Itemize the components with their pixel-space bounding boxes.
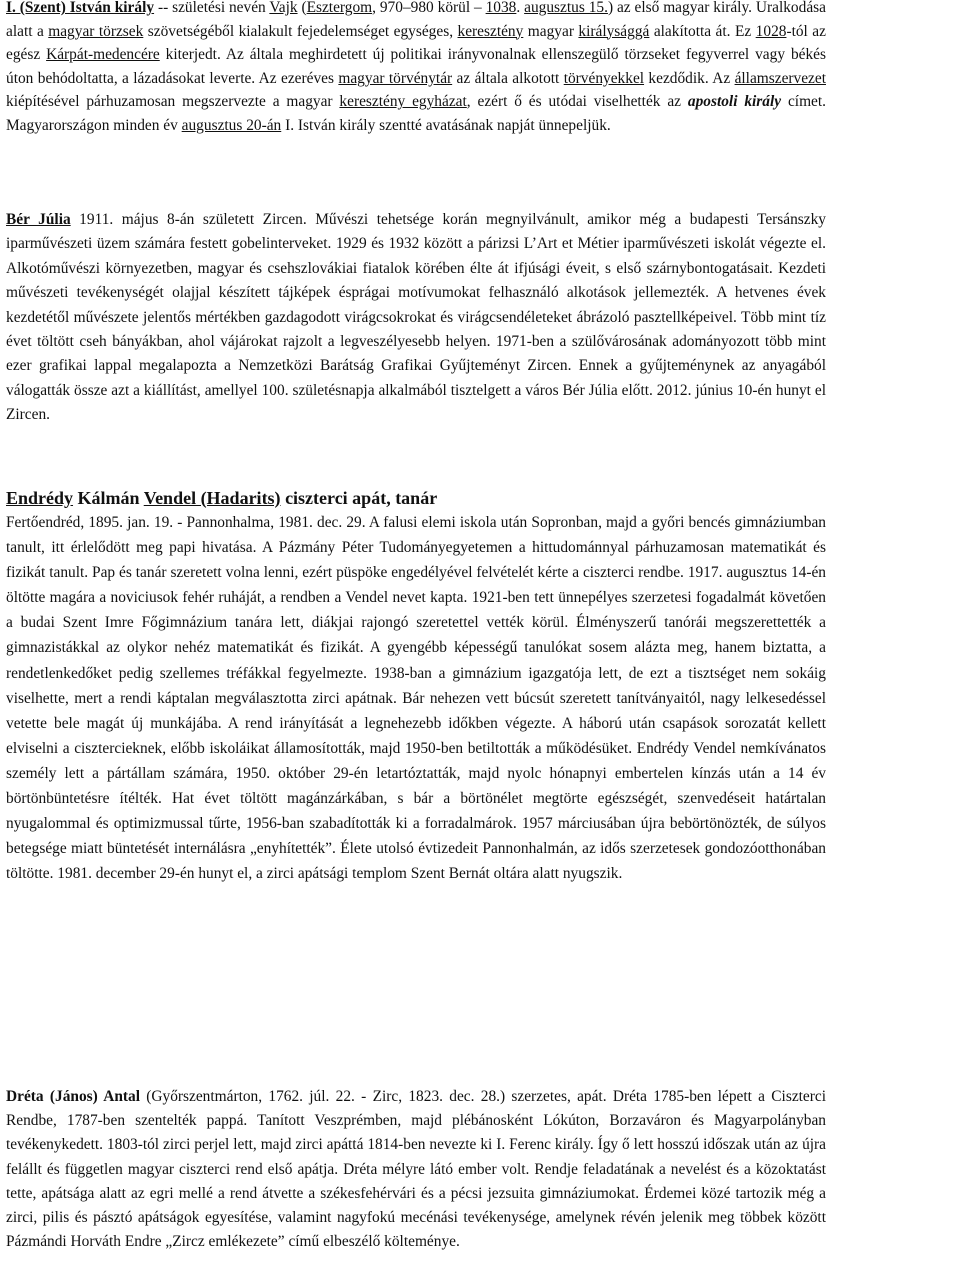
title-run: Kálmán xyxy=(73,488,144,508)
link-augusztus-20[interactable]: augusztus 20-án xyxy=(181,116,282,134)
apostoli-kiraly-italic: apostoli király xyxy=(687,93,782,111)
entry-body-endredy: Fertőendréd, 1895. jan. 19. - Pannonhalma, 1981. dec. 29. A falusi elemi iskola után Sopronban, majd a győri bencés gimnáziumban tanult, itt érlelődött meg papi hivatása. A Pázmány Péter Tudományegyetemen a hittudománnyal párhuzamosan matematikát és fizikát tanult. Pap és tanár szeretett volna lenni, ezért püspöke engedélyével felvételét kérte a ciszterci rendbe. 1917. augusztus 14-én öltötte magára a noviciusok fehér ruháját, a rendben a Vendel nevet kapta. 1921-ben tett ünnepélyes szerzetesi fogadalmát követően a budai Szent Imre Főgimnázium tanára lett, diákjai rajongó szeretettel vették körül. Élményszerű tanórái megszerettették a gimnazistákkal az olykor nehéz matematikát és fizikát. A gyengébb képességű tanulókat sosem alázta meg, hanem biztatta, a rendetlenkedőket pedig szellemes tréfákkal fegyelmezte. 1938-ban a gimnázium igazgatója lett, de ezt a tisztséget nem sokáig viselhette, mert a rendi káptalan megválasztotta zirci apátnak. Bár nehezen vett búcsút szeretett tanítványaitól, nagy lelkesedéssel vetette bele magát új munkájába. A rend irányítását a legnehezebb időkben végezte. A háború után csapások sorozatát kellett elviselni a cisztercieknek, előbb iskoláikat államosították, majd 1950-ben betiltották a működésüket. Endrédy Vendel nemkívánatos személy lett a pártállam számára, 1950. október 29-én letartóztatták, majd nyolc hónapnyi embertelen kínzás után a 14 év börtönbüntetésre ítélték. Hat évet töltött magánzárkában, s bár a börtönélet megtörte egészségét, szenvedéseit határtalan nyugalommal és optimizmussal tűrte, 1956-ban szabadították ki a forradalmárok. 1957 márciusában újra bebörtönözték, de súlyos betegsége miatt büntetését internálásra „enyhítették”. Élete utolsó évtizedeit Pannonhalmán, az idős szerzetesek gondozóotthonában töltötte. 1981. december 29-én hunyt el, a zirci apátsági templom Szent Bernát oltára alatt nyugszik. xyxy=(6,514,826,883)
link-vendel-hadarits[interactable]: Vendel (Hadarits) xyxy=(143,488,281,508)
link-torvenyekkel[interactable]: törvényekkel xyxy=(563,69,645,87)
text-run: I. István király szentté avatásának napját ünnepeljük. xyxy=(281,116,611,134)
text-run: ( xyxy=(297,0,307,16)
entry-name-dreta: Dréta (János) Antal xyxy=(6,1088,140,1105)
link-karpat-medence[interactable]: Kárpát-medencére xyxy=(46,46,160,64)
text-run: címet. Magyarországon minden év xyxy=(6,93,827,134)
text-run: magyar xyxy=(523,22,579,40)
text-run: , 970–980 körül – xyxy=(372,0,486,16)
link-1028[interactable]: 1028 xyxy=(755,22,787,40)
link-kiralysagga[interactable]: királysággá xyxy=(578,22,650,40)
link-magyar-torzsek[interactable]: magyar törzsek xyxy=(48,22,144,40)
link-kereszteny-egyhaz[interactable]: keresztény egyházat xyxy=(339,93,467,111)
text-run: -tól az egész xyxy=(6,22,826,64)
link-kereszteny[interactable]: keresztény xyxy=(457,22,524,40)
text-run: kiterjedt. Az általa meghirdetett új politikai irányvonalnak ellenszegülő törzseket fegyverrel vagy békés úton behódoltatta, a lázadásokat leverte. Az ezeréves xyxy=(6,46,826,87)
link-augusztus-15[interactable]: augusztus 15. xyxy=(524,0,608,16)
text-run: , ezért ő és utódai viselhették az xyxy=(466,93,688,111)
entry-body-dreta: (Győrszentmárton, 1762. júl. 22. - Zirc, 1823. dec. 28.) szerzetes, apát. Dréta 1785-ben lépett a Ciszterci Rendbe, 1787-ben szentelték pappá. Tanított Veszprémben, majd plébánosként Lókúton, Borzaváron és Magyarpolányban tevékenykedett. 1803-tól zirci perjel lett, majd zirci apáttá 1814-ben nevezte ki I. Ferenc király. Így ő lett hosszú időszak után az újra felállt és független magyar ciszterci rend első apátja. Dréta mélyre látó ember volt. Rendje feladatának a nevelést és a közoktatást tette, apátsága alatt az egri mellé a rend átvette a székesfehérvári és a pécsi jezsuita gimnáziumokat. Érdemei közé tartozik még a zirci, pilis és pásztó apátságok egyesítése, valamint nagyfokú mecénási tevékenysége, amelynek révén jelenik meg többek között Pázmándi Horváth Endre „Zircz emlékezete” című elbeszélő költeménye. xyxy=(6,1088,826,1251)
link-allamszervezet[interactable]: államszervezet xyxy=(734,69,826,87)
link-esztergom[interactable]: Esztergom xyxy=(306,0,373,16)
entry-name-ber-julia[interactable]: Bér Júlia xyxy=(6,211,71,228)
entry-ber-julia xyxy=(6,208,826,428)
text-run: az általa alkotott xyxy=(452,69,564,87)
entry-name-istvan[interactable]: I. (Szent) István király xyxy=(6,0,155,16)
text-run: kezdődik. Az xyxy=(644,69,735,87)
link-1038[interactable]: 1038 xyxy=(485,0,517,16)
entry-istvan xyxy=(6,0,826,138)
link-endredy[interactable]: Endrédy xyxy=(6,488,74,508)
entry-title-endredy xyxy=(6,486,826,510)
text-run: szövetségéből kialakult fejedelemséget egységes, xyxy=(143,22,458,40)
text-run: kiépítésével párhuzamosan megszervezte a magyar xyxy=(6,93,340,111)
entry-body-ber-julia: 1911. május 8-án született Zircen. Művészi tehetsége korán megnyilvánult, amikor még a budapesti Tersánszky iparművészeti üzem számára festett gobelinterveket. 1929 és 1932 között a párizsi L’Art et Métier iparművészeti iskolát végezte el. Alkotóművészi környezetben, magyar és csehszlovákiai fiatalok körében élte át ifjúsági éveit, s első szárnybontogatásait. Kezdeti művészeti tevékenységét olajjal készített tájképek ésprágai motívumokat felhasználó alkotások jellemezték. A hetvenes évek kezdetétől művészete jelentős mértékben gazdagodott virágcsokrokat és virágcsendéleteket ábrázoló pasztellképeivel. Több mint tíz évet töltött cseh bányákban, ahol vájárokat rajzolt a legveszélyesebb helyen. 1971-ben a szülővárosának adományozott több mint ezer grafikai lappal megalapozta a Nemzetközi Barátság Grafikai Gyűjteményt Zircen. Ennek a gyűjteménynek az anyagából válogatták össze azt a kiállítást, amellyel 100. születésnapja alkalmából tisztelgett a város Bér Júlia előtt. 2012. június 10-én hunyt el Zircen. xyxy=(6,211,826,424)
text-run: alakította át. Ez xyxy=(649,22,756,40)
text-run: -- születési nevén xyxy=(154,0,270,16)
link-vajk[interactable]: Vajk xyxy=(269,0,298,16)
text-run: ) az első magyar király. Uralkodása alatt a xyxy=(6,0,826,40)
link-torvenytar[interactable]: magyar törvénytár xyxy=(338,69,453,87)
text-run: . xyxy=(516,0,525,16)
entry-dreta xyxy=(6,1085,826,1254)
title-run: ciszterci apát, tanár xyxy=(280,488,438,508)
entry-endredy xyxy=(6,510,826,886)
